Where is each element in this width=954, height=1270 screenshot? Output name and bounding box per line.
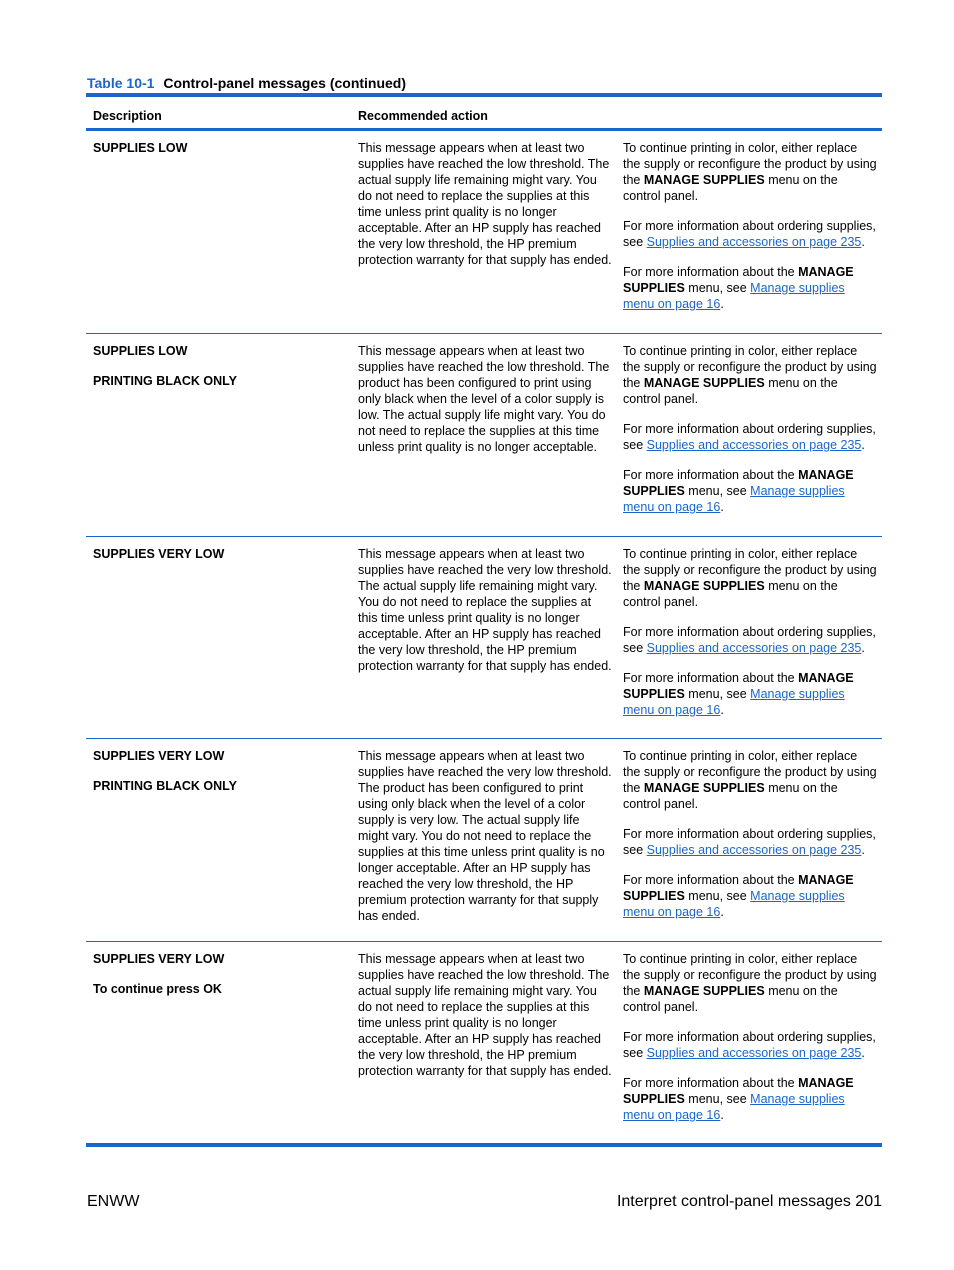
row-description (86, 942, 351, 1143)
row-recommended-action (616, 942, 882, 1143)
table-header (86, 97, 882, 128)
action-text: . (861, 843, 865, 857)
row-message-explanation: This message appears when at least two supplies have reached the low threshold. The actual supply life remaining might vary. You do not need to replace the supplies at this time unless print quality is no longer acceptable. After an HP supply has reached the very low threshold, the HP premium protection warranty for that supply has ended. (358, 141, 612, 267)
table-bottom-rule (86, 1143, 882, 1147)
row-recommended-action (616, 334, 882, 536)
message-name: SUPPLIES VERY LOW (93, 952, 225, 966)
supplies-accessories-link[interactable]: Supplies and accessories on page 235 (646, 235, 862, 249)
action-text: . (720, 500, 724, 514)
action-paragraph (623, 264, 878, 312)
manage-supplies-menu-link[interactable]: Manage supplies menu on page 16 (623, 484, 845, 514)
action-text: . (720, 905, 724, 919)
action-paragraph (623, 467, 878, 515)
control-panel-messages-table (86, 93, 882, 1147)
action-text: For more information about the (623, 671, 799, 685)
action-text: . (861, 641, 865, 655)
action-text: . (720, 703, 724, 717)
action-text: . (861, 1046, 865, 1060)
menu-name: MANAGE SUPPLIES (643, 781, 765, 795)
row-message-explanation: This message appears when at least two supplies have reached the low threshold. The product has been configured to print using only black when the level of a color supply is low. The actual supply life might vary. You do not need to replace the supplies at this time unless print quality is no longer acceptable. (358, 344, 610, 454)
action-text: For more information about the (623, 468, 799, 482)
message-name: SUPPLIES LOW (93, 141, 188, 155)
message-name: SUPPLIES LOW (93, 344, 188, 358)
action-text: menu on the control panel. (623, 376, 838, 406)
message-name: To continue press OK (93, 982, 222, 996)
action-text: To continue printing in color, either replace the supply or reconfigure the product by using the (623, 344, 877, 390)
menu-name: MANAGE SUPPLIES (623, 671, 854, 701)
action-text: menu on the control panel. (623, 579, 838, 609)
table-number: Table 10-1 (87, 75, 155, 91)
menu-name: MANAGE SUPPLIES (643, 376, 765, 390)
row-recommended-action (616, 739, 882, 941)
action-paragraph (623, 826, 878, 858)
action-text: menu, see (684, 484, 751, 498)
action-paragraph (623, 1075, 878, 1123)
action-text: To continue printing in color, either replace the supply or reconfigure the product by using the (623, 547, 877, 593)
action-text: . (861, 235, 865, 249)
action-text: For more information about ordering supplies, see (623, 625, 876, 655)
row-message-explanation: This message appears when at least two supplies have reached the very low threshold. The actual supply life remaining might vary. You do not need to replace the supplies at this time unless print quality is no longer acceptable. After an HP supply has reached the very low threshold, the HP premium protection warranty for that supply has ended. (358, 547, 612, 673)
action-text: menu, see (684, 889, 751, 903)
action-text: To continue printing in color, either replace the supply or reconfigure the product by using the (623, 749, 877, 795)
menu-name: MANAGE SUPPLIES (623, 468, 854, 498)
manage-supplies-menu-link[interactable]: Manage supplies menu on page 16 (623, 281, 845, 311)
action-text: menu on the control panel. (623, 984, 838, 1014)
table-row (86, 942, 882, 1143)
action-paragraph (623, 218, 878, 250)
action-paragraph (623, 1029, 878, 1061)
footer-right: Interpret control-panel messages 201 (616, 1193, 882, 1210)
action-text: To continue printing in color, either replace the supply or reconfigure the product by using the (623, 952, 877, 998)
row-description (86, 131, 351, 333)
row-message-explanation: This message appears when at least two supplies have reached the very low threshold. The product has been configured to print using only black when the level of a color supply is very low. The actual supply life might vary. You do not need to replace the supplies at this time unless print quality is no longer acceptable. After an HP supply has reached the very low threshold, the HP premium protection warranty for that supply has ended. (358, 749, 612, 923)
action-text: menu, see (684, 1092, 751, 1106)
action-paragraph (623, 421, 878, 453)
message-name: SUPPLIES VERY LOW (93, 749, 225, 763)
header-description: Description (93, 109, 162, 123)
manage-supplies-menu-link[interactable]: Manage supplies menu on page 16 (623, 687, 845, 717)
action-text: menu, see (684, 687, 751, 701)
action-text: For more information about the (623, 265, 799, 279)
action-paragraph (623, 624, 878, 656)
row-description (86, 739, 351, 941)
menu-name: MANAGE SUPPLIES (643, 173, 765, 187)
message-name: PRINTING BLACK ONLY (93, 374, 237, 388)
action-text: menu, see (684, 281, 751, 295)
menu-name: MANAGE SUPPLIES (623, 1076, 854, 1106)
table-title: Control-panel messages (continued) (163, 75, 407, 91)
action-text: To continue printing in color, either replace the supply or reconfigure the product by using the (623, 141, 877, 187)
action-text: For more information about ordering supplies, see (623, 422, 876, 452)
table-row (86, 537, 882, 739)
table-row (86, 334, 882, 537)
table-caption (87, 75, 406, 91)
action-paragraph (623, 343, 878, 407)
menu-name: MANAGE SUPPLIES (643, 984, 765, 998)
table-row (86, 739, 882, 942)
action-text: For more information about the (623, 1076, 799, 1090)
header-recommended-action: Recommended action (358, 109, 488, 123)
row-description (86, 537, 351, 738)
menu-name: MANAGE SUPPLIES (623, 873, 854, 903)
message-name: SUPPLIES VERY LOW (93, 547, 225, 561)
manage-supplies-menu-link[interactable]: Manage supplies menu on page 16 (623, 889, 845, 919)
action-text: For more information about ordering supplies, see (623, 827, 876, 857)
supplies-accessories-link[interactable]: Supplies and accessories on page 235 (646, 641, 862, 655)
footer-left: ENWW (87, 1193, 140, 1210)
supplies-accessories-link[interactable]: Supplies and accessories on page 235 (646, 1046, 862, 1060)
action-text: For more information about the (623, 873, 799, 887)
action-text: For more information about ordering supplies, see (623, 219, 876, 249)
action-text: . (720, 297, 724, 311)
action-paragraph (623, 748, 878, 812)
row-recommended-action (616, 131, 882, 333)
manage-supplies-menu-link[interactable]: Manage supplies menu on page 16 (623, 1092, 845, 1122)
supplies-accessories-link[interactable]: Supplies and accessories on page 235 (646, 438, 862, 452)
action-paragraph (623, 872, 878, 920)
action-text: . (861, 438, 865, 452)
action-paragraph (623, 951, 878, 1015)
action-paragraph (623, 670, 878, 718)
action-text: menu on the control panel. (623, 781, 838, 811)
row-recommended-action (616, 537, 882, 738)
table-body (86, 131, 882, 1143)
menu-name: MANAGE SUPPLIES (643, 579, 765, 593)
table-row (86, 131, 882, 334)
action-text: . (720, 1108, 724, 1122)
action-paragraph (623, 546, 878, 610)
row-message-explanation: This message appears when at least two supplies have reached the low threshold. The actual supply life remaining might vary. You do not need to replace the supplies at this time unless print quality is no longer acceptable. After an HP supply has reached the very low threshold, the HP premium protection warranty for that supply has ended. (358, 952, 612, 1078)
message-name: PRINTING BLACK ONLY (93, 779, 237, 793)
action-text: For more information about ordering supplies, see (623, 1030, 876, 1060)
action-text: menu on the control panel. (623, 173, 838, 203)
row-description (86, 334, 351, 536)
action-paragraph (623, 140, 878, 204)
menu-name: MANAGE SUPPLIES (623, 265, 854, 295)
supplies-accessories-link[interactable]: Supplies and accessories on page 235 (646, 843, 862, 857)
